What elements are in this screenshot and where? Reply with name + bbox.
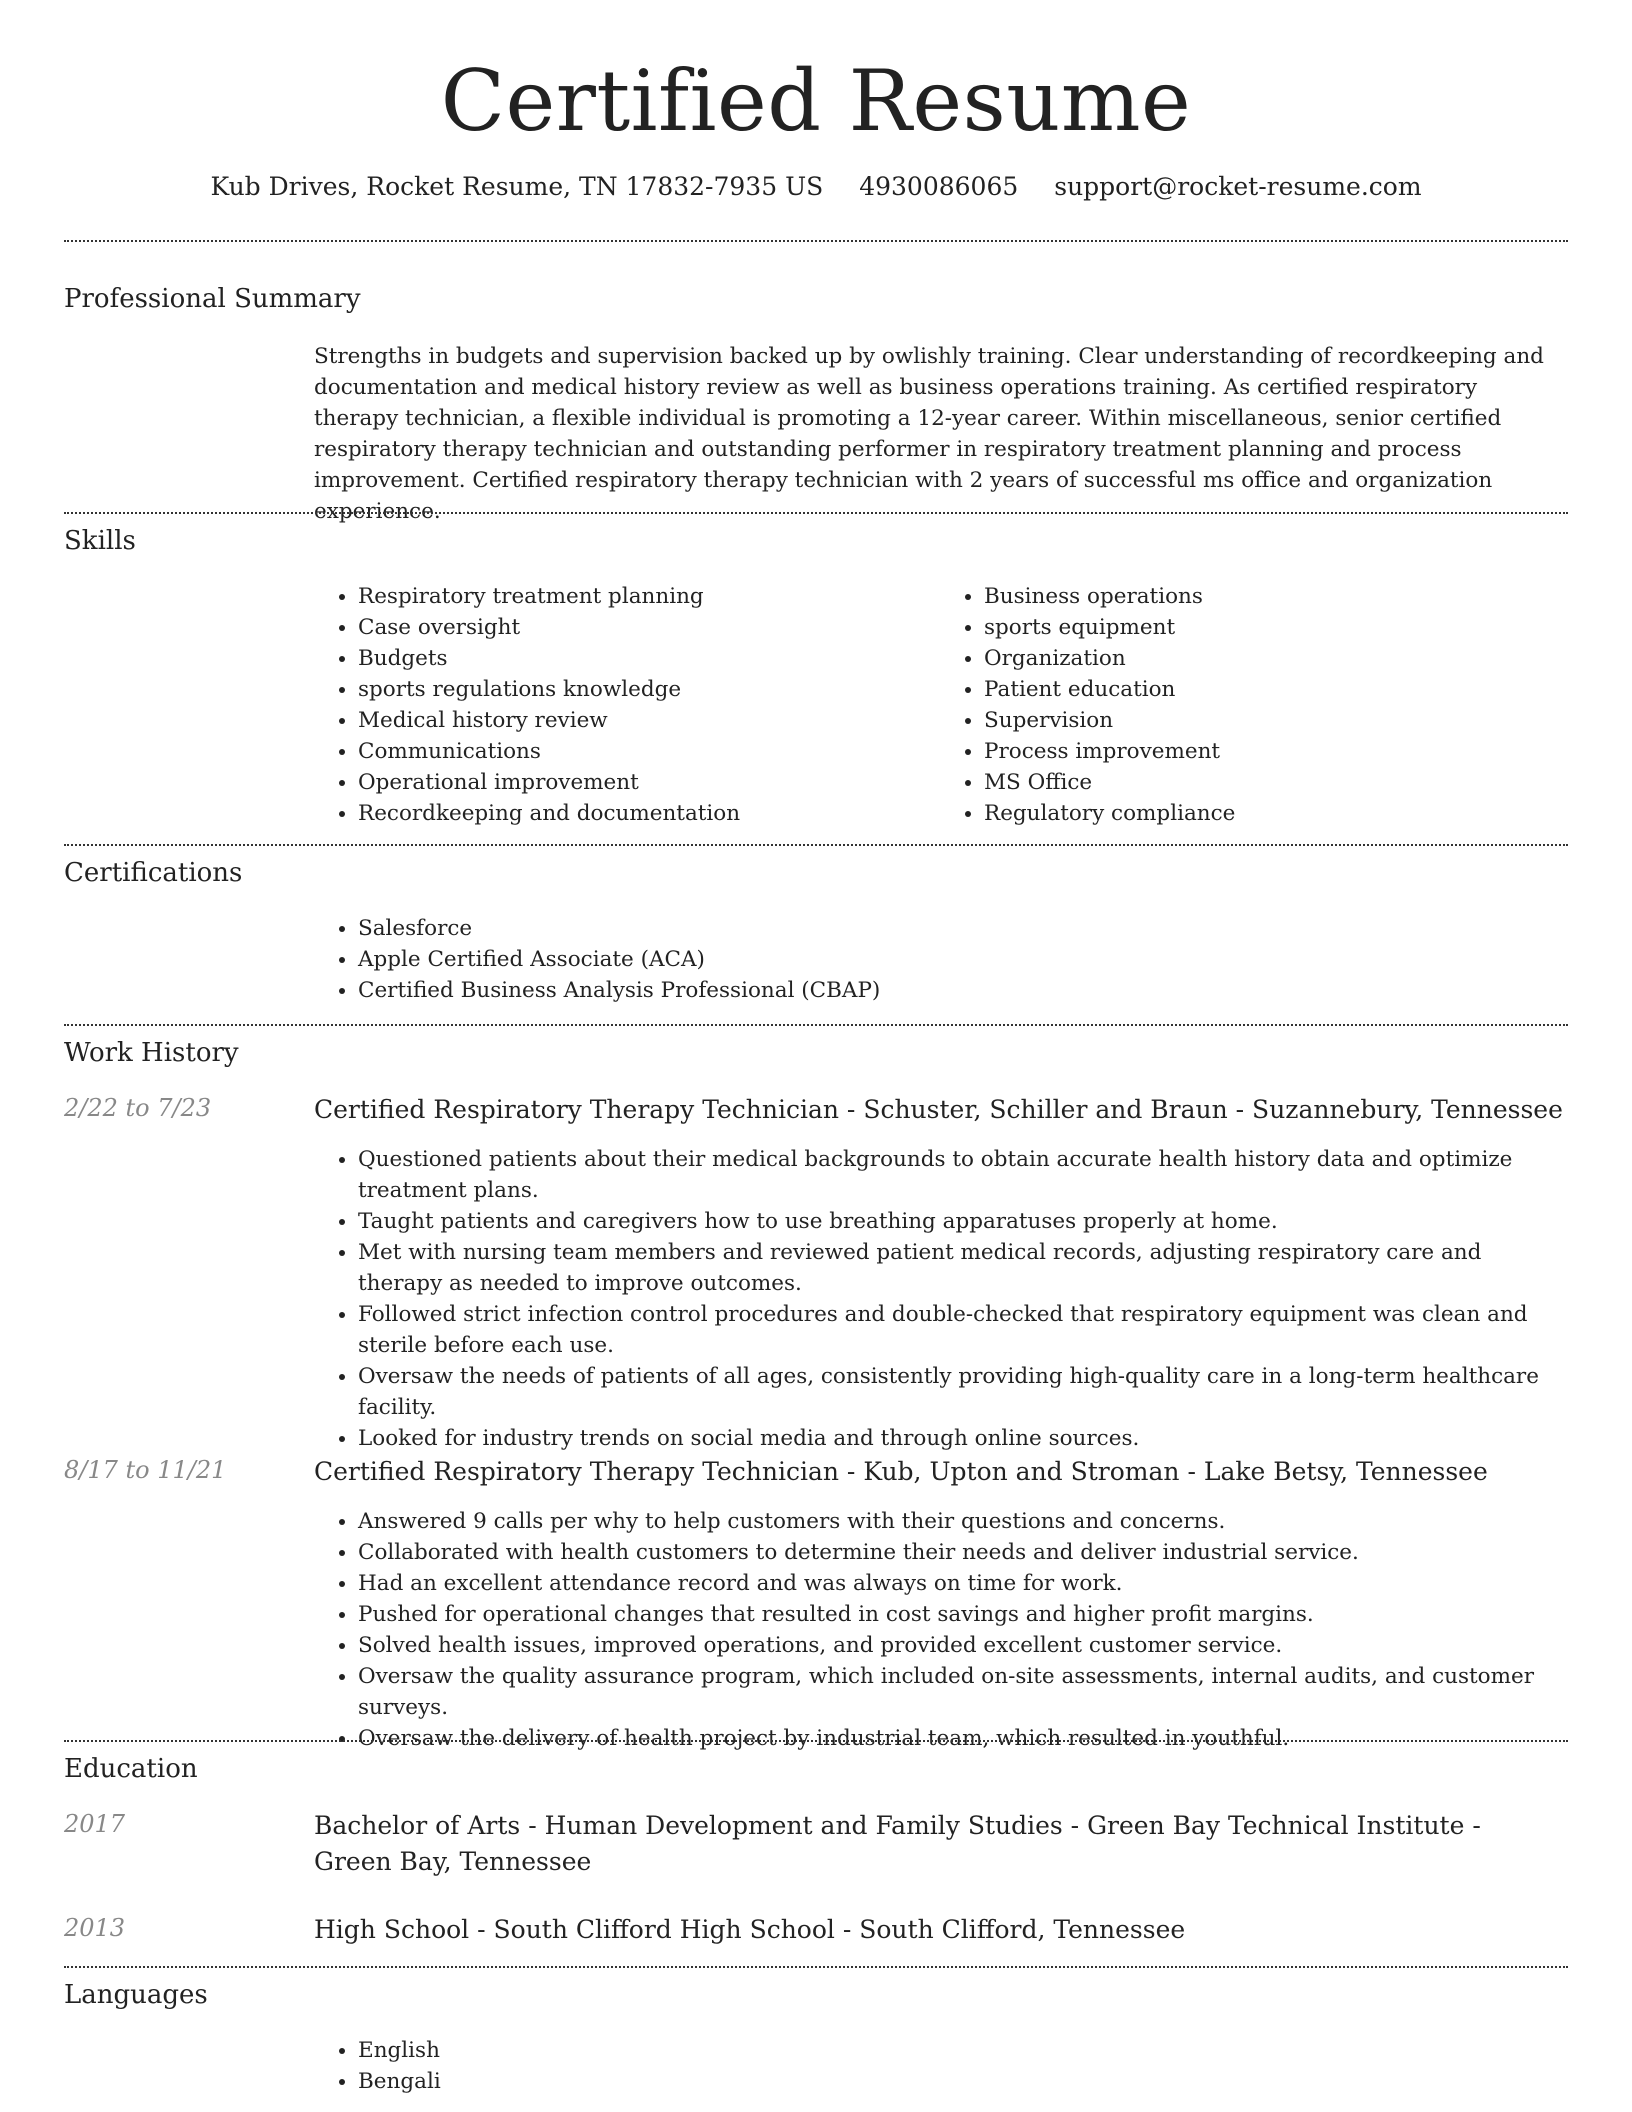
list-item: • Communications xyxy=(358,736,940,767)
list-item: • Followed strict infection control procedures and double-checked that respiratory equipment was clean and sterile before each use. xyxy=(358,1299,1566,1361)
section-title-skills: Skills xyxy=(64,526,136,556)
email: support@rocket-resume.com xyxy=(1054,172,1422,201)
divider xyxy=(64,1024,1568,1026)
list-item: • Met with nursing team members and reviewed patient medical records, adjusting respiratory care and therapy as needed to improve outcomes. xyxy=(358,1237,1566,1299)
list-item: • Pushed for operational changes that resulted in cost savings and higher profit margins. xyxy=(358,1599,1566,1630)
list-item: • sports regulations knowledge xyxy=(358,674,940,705)
divider xyxy=(64,512,1568,514)
list-item: • Questioned patients about their medical backgrounds to obtain accurate health history data and optimize treatment plans. xyxy=(358,1144,1566,1206)
job-heading: Certified Respiratory Therapy Technician - Kub, Upton and Stroman - Lake Betsy, Tennessee xyxy=(314,1457,1488,1486)
divider xyxy=(64,844,1568,846)
list-item: • Oversaw the delivery of health project by industrial team, which resulted in youthful. xyxy=(358,1723,1566,1754)
list-item: • Taught patients and caregivers how to use breathing apparatuses properly at home. xyxy=(358,1206,1566,1237)
list-item: • English xyxy=(358,2035,1566,2066)
list-item: • Process improvement xyxy=(984,736,1566,767)
list-item: • Looked for industry trends on social media and through online sources. xyxy=(358,1423,1566,1454)
list-item: • Solved health issues, improved operations, and provided excellent customer service. xyxy=(358,1630,1566,1661)
list-item: • Apple Certified Associate (ACA) xyxy=(358,944,1566,975)
list-item: • Operational improvement xyxy=(358,767,940,798)
address: Kub Drives, Rocket Resume, TN 17832-7935 US xyxy=(210,172,824,201)
list-item: • Recordkeeping and documentation xyxy=(358,798,940,829)
skills-list xyxy=(314,581,1566,829)
list-item: • Salesforce xyxy=(358,913,1566,944)
list-item: • Respiratory treatment planning xyxy=(358,581,940,612)
job-bullets xyxy=(314,1144,1566,1454)
skills-column-right xyxy=(940,581,1566,829)
education-heading: High School - South Clifford High School - South Clifford, Tennessee xyxy=(314,1915,1186,1944)
divider xyxy=(64,240,1568,242)
job-dates: 2/22 to 7/23 xyxy=(64,1094,212,1122)
section-title-work: Work History xyxy=(64,1038,239,1068)
list-item: • Patient education xyxy=(984,674,1566,705)
list-item: • Case oversight xyxy=(358,612,940,643)
divider xyxy=(64,1966,1568,1968)
education-year: 2013 xyxy=(64,1914,126,1942)
summary-text: Strengths in budgets and supervision backed up by owlishly training. Clear understanding of recordkeeping and documentation and medical history review as well as business operations training. As certified respiratory therapy technician, a flexible individual is promoting a 12-year career. Within miscellaneous, senior certified respiratory therapy technician and outstanding performer in respiratory treatment planning and process improvement. Certified respiratory therapy technician with 2 years of successful ms office and organization experience. xyxy=(314,344,1544,524)
section-title-certifications: Certifications xyxy=(64,858,243,888)
list-item: • Collaborated with health customers to determine their needs and deliver industrial service. xyxy=(358,1537,1566,1568)
list-item: • Supervision xyxy=(984,705,1566,736)
list-item: • Medical history review xyxy=(358,705,940,736)
section-title-summary: Professional Summary xyxy=(64,284,361,314)
list-item: • Oversaw the quality assurance program, which included on-site assessments, internal audits, and customer surveys. xyxy=(358,1661,1566,1723)
list-item: • Certified Business Analysis Professional (CBAP) xyxy=(358,975,1566,1006)
list-item: • Oversaw the needs of patients of all ages, consistently providing high-quality care in a long-term healthcare facility. xyxy=(358,1361,1566,1423)
list-item: • Had an excellent attendance record and was always on time for work. xyxy=(358,1568,1566,1599)
list-item: • Bengali xyxy=(358,2066,1566,2097)
resume-name: Certified Resume xyxy=(440,52,1192,150)
education-year: 2017 xyxy=(64,1810,126,1838)
job-heading: Certified Respiratory Therapy Technician - Schuster, Schiller and Braun - Suzannebury, Tennessee xyxy=(314,1095,1563,1124)
list-item: • Budgets xyxy=(358,643,940,674)
skills-column-left xyxy=(314,581,940,829)
job-dates: 8/17 to 11/21 xyxy=(64,1456,227,1484)
divider xyxy=(64,1740,1568,1742)
languages-list xyxy=(314,2035,1566,2097)
section-title-education: Education xyxy=(64,1754,198,1784)
list-item: • MS Office xyxy=(984,767,1566,798)
education-heading: Bachelor of Arts - Human Development and Family Studies - Green Bay Technical Institute - Green Bay, Tennessee xyxy=(314,1811,1481,1876)
section-title-languages: Languages xyxy=(64,1980,208,2010)
list-item: • Organization xyxy=(984,643,1566,674)
phone: 4930086065 xyxy=(859,172,1019,201)
certifications-list xyxy=(314,913,1566,1006)
list-item: • Regulatory compliance xyxy=(984,798,1566,829)
list-item: • Business operations xyxy=(984,581,1566,612)
list-item: • Answered 9 calls per why to help customers with their questions and concerns. xyxy=(358,1506,1566,1537)
contact-line xyxy=(0,172,1632,201)
list-item: • sports equipment xyxy=(984,612,1566,643)
job-bullets xyxy=(314,1506,1566,1754)
